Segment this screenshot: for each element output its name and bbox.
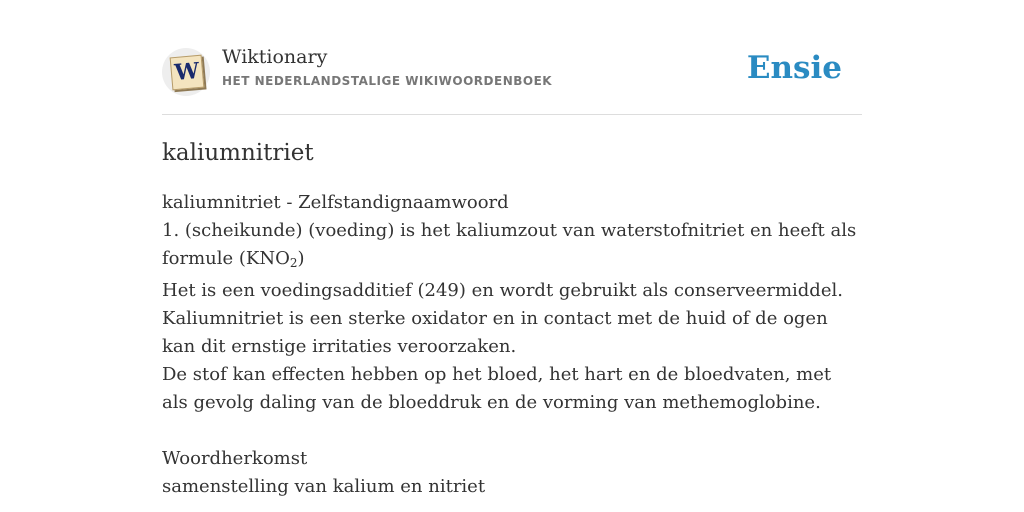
paragraph-additive: Het is een voedingsadditief (249) en wordt gebruikt als conserveermiddel. bbox=[162, 280, 843, 301]
definition bbox=[162, 217, 862, 273]
section-spacer bbox=[162, 417, 862, 445]
site-title[interactable]: Wiktionary bbox=[222, 46, 328, 68]
etymology-heading: Woordherkomst bbox=[162, 448, 308, 469]
paragraph-effects: De stof kan effecten hebben op het bloed, het hart en de bloedvaten, met als gevolg daling van de bloeddruk en de vorming van methemoglobine. bbox=[162, 364, 832, 413]
formula-close: ) bbox=[297, 248, 305, 269]
paragraph-oxidator: Kaliumnitriet is een sterke oxidator en in contact met de huid of de ogen kan dit ernstige irritaties veroorzaken. bbox=[162, 308, 828, 357]
definition-text: 1. (scheikunde) (voeding) is het kaliumzout van waterstofnitriet en heeft als formule (KNO bbox=[162, 220, 857, 269]
site-subtitle: HET NEDERLANDSTALIGE WIKIWOORDENBOEK bbox=[222, 74, 553, 88]
ensie-brand-link[interactable]: Ensie bbox=[746, 50, 842, 86]
entry-content bbox=[162, 136, 862, 501]
page-title: kaliumnitriet bbox=[162, 140, 314, 166]
site-header bbox=[162, 46, 862, 115]
wiktionary-logo-icon[interactable] bbox=[162, 48, 210, 96]
word-type-line: kaliumnitriet - Zelfstandignaamwoord bbox=[162, 192, 509, 213]
logo-letter: W bbox=[170, 55, 205, 91]
formula-subscript: 2 bbox=[289, 256, 298, 270]
etymology-text: samenstelling van kalium en nitriet bbox=[162, 476, 486, 497]
